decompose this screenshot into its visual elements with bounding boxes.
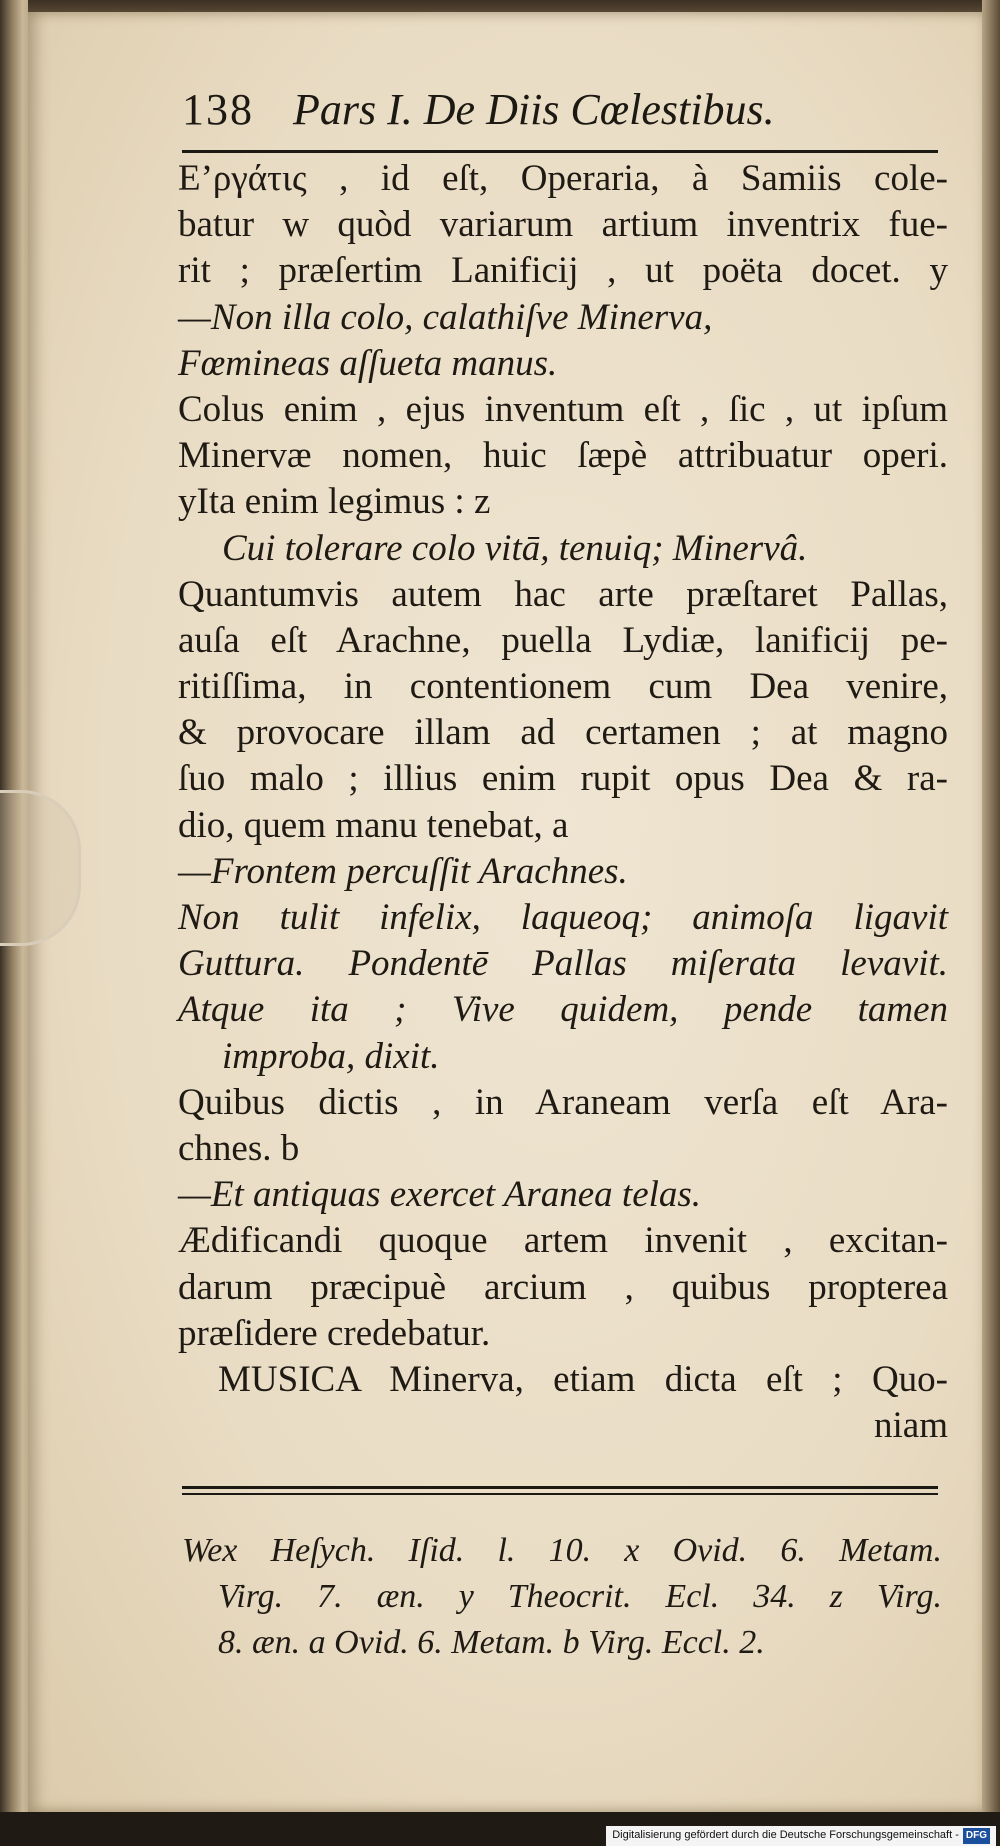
body-line: Ædificandi quoque artem invenit , excitan- bbox=[178, 1220, 948, 1262]
footnote-rule bbox=[182, 1486, 938, 1489]
page-number: 138 bbox=[182, 85, 254, 134]
body-line: Cui tolerare colo vitā, tenuiq; Minervâ. bbox=[222, 527, 808, 569]
body-line: ſuo malo ; illius enim rupit opus Dea & ra- bbox=[178, 758, 948, 800]
body-line: & provocare illam ad certamen ; at magno bbox=[178, 712, 948, 754]
page-header bbox=[182, 84, 942, 144]
body-line: Εʼργάτις , id eſt, Operaria, à Samiis cole- bbox=[178, 158, 948, 199]
digitization-credit bbox=[606, 1826, 996, 1846]
dfg-logo: DFG bbox=[963, 1828, 990, 1844]
body-line: auſa eſt Arachne, puella Lydiæ, lanificij pe- bbox=[178, 619, 948, 661]
body-line: —Frontem percuſſit Arachnes. bbox=[178, 850, 628, 892]
header-rule bbox=[182, 150, 938, 153]
body-line: Atque ita ; Vive quidem, pende tamen bbox=[178, 989, 948, 1031]
running-title: Pars I. De Diis Cœlestibus. bbox=[293, 85, 775, 134]
body-line: Colus enim , ejus inventum eſt , ſic , ut ipſum bbox=[178, 388, 948, 430]
body-line: —Et antiquas exercet Aranea telas. bbox=[178, 1174, 702, 1216]
body-line: Guttura. Pondentē Pallas miſerata levavit. bbox=[178, 943, 948, 985]
body-line: batur w quòd variarum artium inventrix fue- bbox=[178, 204, 948, 246]
footnote-rule-thin bbox=[182, 1493, 938, 1495]
body-line: chnes. b bbox=[178, 1127, 300, 1169]
footnote-line: 8. æn. a Ovid. 6. Metam. b Virg. Eccl. 2. bbox=[218, 1624, 765, 1661]
body-line: Non tulit infelix, laqueoq; animoſa ligavit bbox=[178, 897, 948, 938]
body-line: yIta enim legimus : z bbox=[178, 481, 491, 523]
footnotes bbox=[182, 1528, 942, 1666]
credit-text: Digitalisierung gefördert durch die Deutsche Forschungsgemeinschaft - bbox=[612, 1829, 959, 1841]
body-line: dio, quem manu tenebat, a bbox=[178, 804, 569, 846]
body-line: rit ; præſertim Lanificij , ut poëta docet. y bbox=[178, 250, 948, 292]
body-line: improba, dixit. bbox=[222, 1035, 440, 1077]
body-line: MUSICA Minerva, etiam dicta eſt ; Quo- bbox=[218, 1358, 948, 1400]
body-line: —Non illa colo, calathiſve Minerva, bbox=[178, 296, 713, 338]
body-line: Minervæ nomen, huic ſæpè attribuatur operi. bbox=[178, 435, 948, 477]
footnote-line: Wex Heſych. Iſid. l. 10. x Ovid. 6. Metam. bbox=[182, 1532, 942, 1569]
body-line: Quibus dictis , in Araneam verſa eſt Ara- bbox=[178, 1081, 948, 1123]
body-line: ritiſſima, in contentionem cum Dea venire, bbox=[178, 666, 948, 708]
body-line: darum præcipuè arcium , quibus propterea bbox=[178, 1266, 948, 1308]
body-line: Quantumvis autem hac arte præſtaret Pallas, bbox=[178, 573, 948, 615]
page-right-edge bbox=[982, 0, 1000, 1846]
body-line: Fœmineas aſſueta manus. bbox=[178, 342, 558, 384]
body-line: præſidere credebatur. bbox=[178, 1312, 491, 1354]
footnote-line: Virg. 7. æn. y Theocrit. Ecl. 34. z Virg. bbox=[218, 1578, 942, 1615]
body-text bbox=[178, 156, 948, 1449]
catchword: niam bbox=[874, 1405, 948, 1447]
